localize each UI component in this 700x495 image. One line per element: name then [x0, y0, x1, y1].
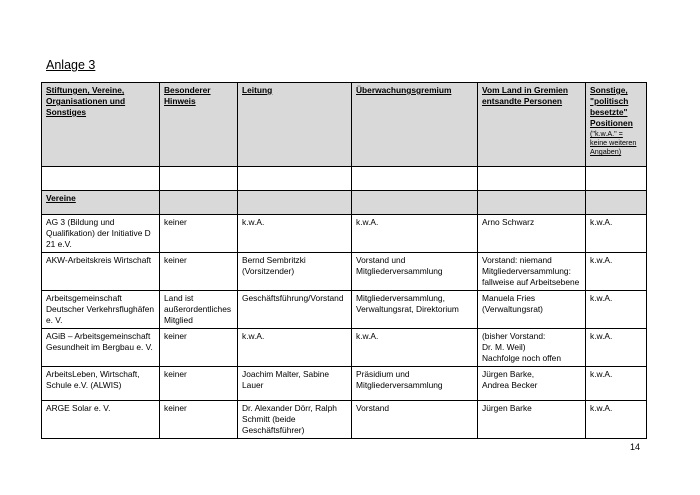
persons-cell — [478, 215, 586, 253]
header-delegated-persons: Vom Land in Gremien entsandte Personen — [478, 83, 586, 167]
hint-cell: keiner — [160, 401, 238, 439]
organizations-table — [41, 82, 647, 439]
table-row — [42, 215, 647, 253]
header-organizations: Stiftungen, Vereine, Organisationen und Sonstiges — [42, 83, 160, 167]
person-line: Andrea Becker — [482, 380, 538, 390]
header-hint: Besonderer Hinweis — [160, 83, 238, 167]
persons-cell — [478, 367, 586, 401]
leadership-cell: k.w.A. — [238, 215, 352, 253]
other-cell: k.w.A. — [586, 329, 647, 367]
leadership-cell: Joachim Malter, Sabine Lauer — [238, 367, 352, 401]
hint-cell: keiner — [160, 329, 238, 367]
person-line: (Verwaltungsrat) — [482, 304, 543, 314]
persons-cell — [478, 253, 586, 291]
board-cell: Mitgliederversammlung, Verwaltungsrat, Direktorium — [352, 291, 478, 329]
hint-cell: keiner — [160, 367, 238, 401]
table-row — [42, 291, 647, 329]
person-line: Jürgen Barke, — [482, 369, 535, 379]
header-other-positions-label: Sonstige, "politisch besetzte" Positionen — [590, 85, 633, 128]
header-supervisory-board: Überwachungsgremium — [352, 83, 478, 167]
page-title: Anlage 3 — [46, 58, 96, 72]
leadership-cell: Geschäftsführung/Vorstand — [238, 291, 352, 329]
other-cell: k.w.A. — [586, 253, 647, 291]
table-row — [42, 329, 647, 367]
persons-cell — [478, 291, 586, 329]
header-other-positions-note: ("k.w.A." = keine weiteren Angaben) — [590, 129, 637, 156]
person-line: Nachfolge noch offen — [482, 353, 562, 363]
leadership-cell: Dr. Alexander Dörr, Ralph Schmitt (beide Geschäftsführer) — [238, 401, 352, 439]
header-leadership: Leitung — [238, 83, 352, 167]
org-cell: ARGE Solar e. V. — [42, 401, 160, 439]
board-cell: Vorstand und Mitgliederversammlung — [352, 253, 478, 291]
persons-cell — [478, 401, 586, 439]
table-header-row — [42, 83, 647, 167]
person-line: Manuela Fries — [482, 293, 536, 303]
table-row — [42, 253, 647, 291]
other-cell: k.w.A. — [586, 367, 647, 401]
hint-cell: keiner — [160, 253, 238, 291]
header-other-positions — [586, 83, 647, 167]
other-cell: k.w.A. — [586, 291, 647, 329]
person-line: Arno Schwarz — [482, 217, 535, 227]
board-cell: k.w.A. — [352, 329, 478, 367]
board-cell: Vorstand — [352, 401, 478, 439]
org-cell: AGiB – Arbeitsgemeinschaft Gesundheit im Bergbau e. V. — [42, 329, 160, 367]
board-cell: k.w.A. — [352, 215, 478, 253]
hint-cell: Land ist außerordentliches Mitglied — [160, 291, 238, 329]
hint-cell: keiner — [160, 215, 238, 253]
section-label: Vereine — [42, 191, 160, 215]
page-number: 14 — [630, 442, 641, 452]
persons-cell — [478, 329, 586, 367]
other-cell: k.w.A. — [586, 215, 647, 253]
org-cell: AKW-Arbeitskreis Wirtschaft — [42, 253, 160, 291]
other-cell: k.w.A. — [586, 401, 647, 439]
person-line: Vorstand: niemand — [482, 255, 552, 265]
leadership-cell: Bernd Sembritzki (Vorsitzender) — [238, 253, 352, 291]
org-cell: Arbeitsgemeinschaft Deutscher Verkehrsflughäfen e. V. — [42, 291, 160, 329]
org-cell: AG 3 (Bildung und Qualifikation) der Initiative D 21 e.V. — [42, 215, 160, 253]
table-row — [42, 401, 647, 439]
empty-row — [42, 167, 647, 191]
board-cell: Präsidium und Mitgliederversammlung — [352, 367, 478, 401]
person-line: Dr. M. Weil) — [482, 342, 526, 352]
section-row — [42, 191, 647, 215]
org-cell: ArbeitsLeben, Wirtschaft, Schule e.V. (ALWIS) — [42, 367, 160, 401]
leadership-cell: k.w.A. — [238, 329, 352, 367]
table-row — [42, 367, 647, 401]
person-line: Jürgen Barke — [482, 403, 532, 413]
person-line: (bisher Vorstand: — [482, 331, 546, 341]
person-line: Mitgliederversammlung: fallweise auf Arbeitsebene — [482, 266, 580, 287]
